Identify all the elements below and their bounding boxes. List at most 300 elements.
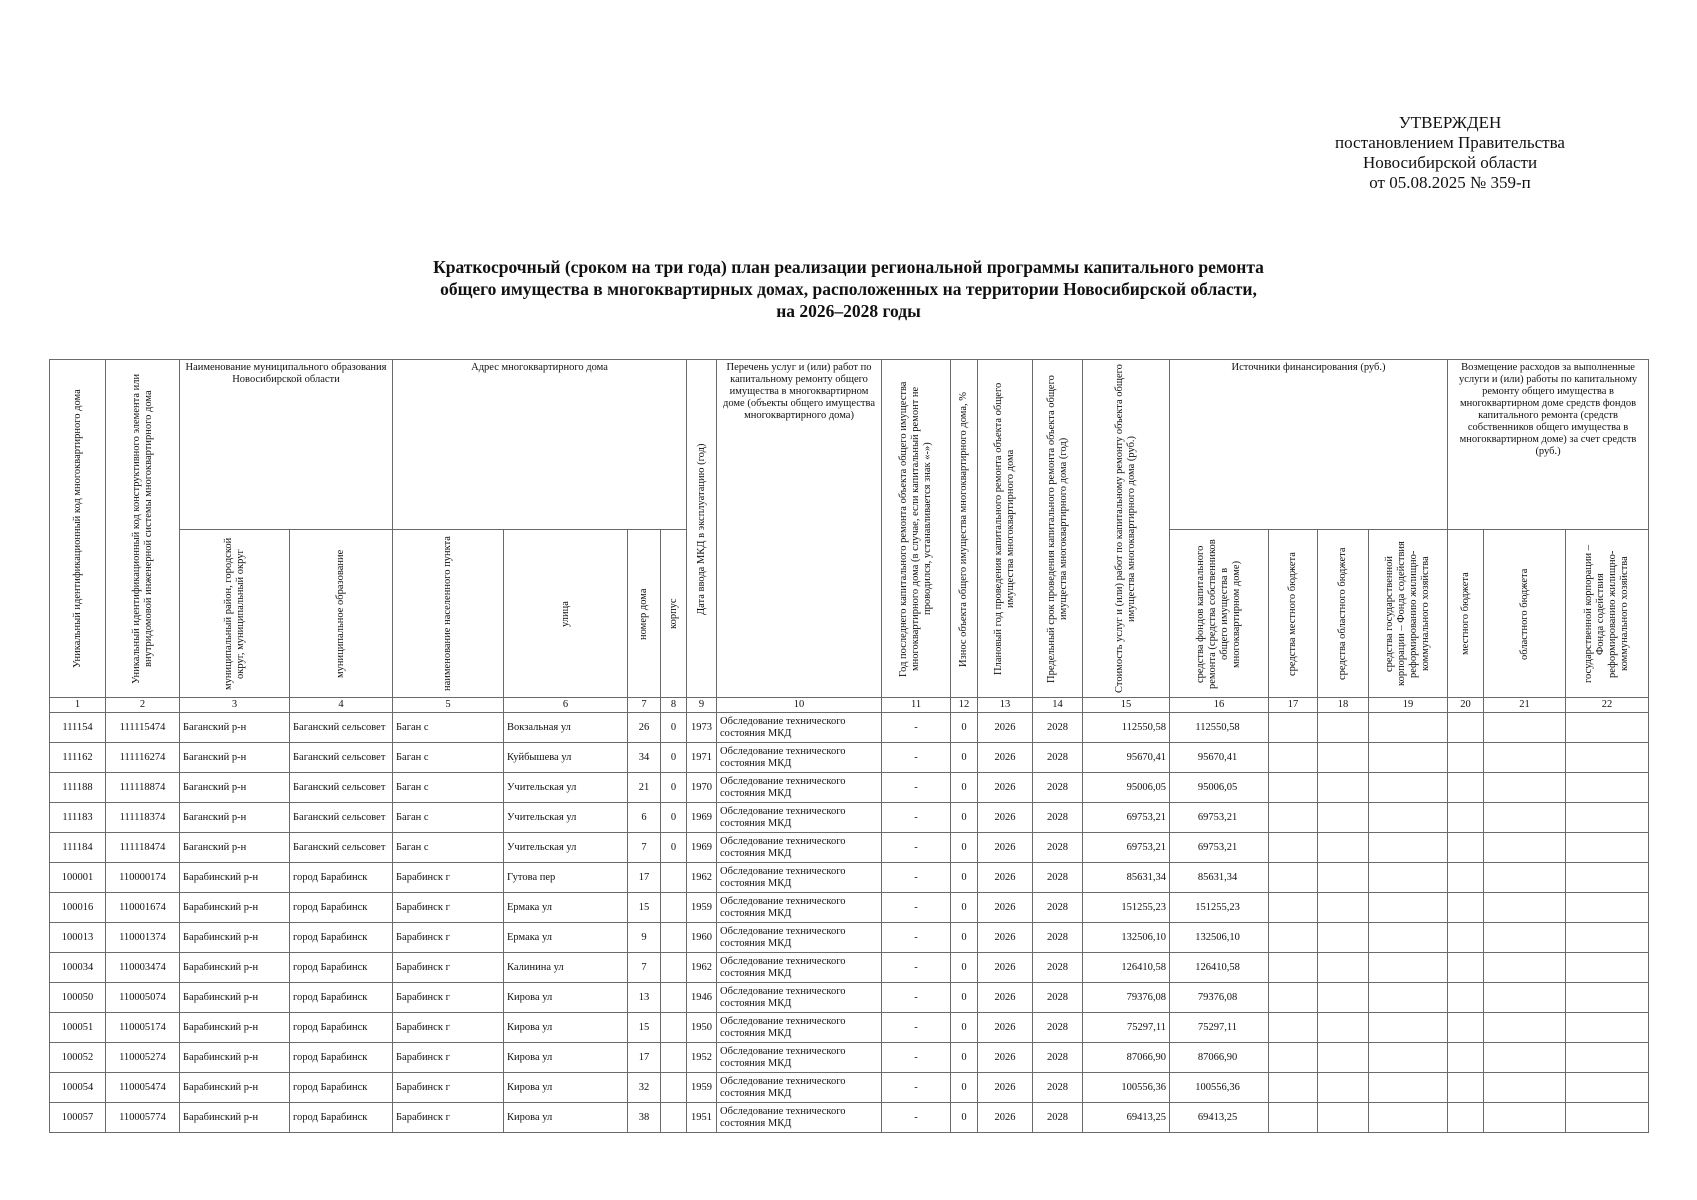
cell-last-repair: - — [882, 1073, 951, 1103]
cell-commission-year: 1969 — [687, 803, 717, 833]
cell-commission-year: 1973 — [687, 713, 717, 743]
cell-house-number: 38 — [628, 1103, 661, 1133]
cell-municipal-entity: город Барабинск — [290, 893, 393, 923]
cell-empty — [1566, 1043, 1649, 1073]
cell-deadline-year: 2028 — [1033, 743, 1083, 773]
cell-building — [661, 923, 687, 953]
cell-municipal-entity: Баганский сельсовет — [290, 743, 393, 773]
cell-municipal-entity: город Барабинск — [290, 1013, 393, 1043]
cell-empty — [1484, 743, 1566, 773]
cell-municipal-entity: город Барабинск — [290, 923, 393, 953]
cell-locality: Баган с — [393, 713, 504, 743]
cell-house-number: 7 — [628, 953, 661, 983]
cell-wear: 0 — [951, 803, 978, 833]
cell-last-repair: - — [882, 1103, 951, 1133]
cell-empty — [1318, 743, 1369, 773]
cell-empty — [1269, 863, 1318, 893]
plan-table — [49, 359, 1649, 1133]
cell-empty — [1318, 983, 1369, 1013]
approval-stamp — [1300, 113, 1600, 193]
cell-fund-owners: 87066,90 — [1170, 1043, 1269, 1073]
cell-empty — [1448, 833, 1484, 863]
cell-empty — [1369, 1013, 1448, 1043]
cell-deadline-year: 2028 — [1033, 803, 1083, 833]
cell-empty — [1448, 1103, 1484, 1133]
cell-planned-year: 2026 — [978, 773, 1033, 803]
cell-commission-year: 1946 — [687, 983, 717, 1013]
cell-locality: Барабинск г — [393, 983, 504, 1013]
cell-service: Обследование технического состояния МКД — [717, 833, 882, 863]
cell-empty — [1566, 773, 1649, 803]
header-last-repair-year: Год последнего капитального ремонта объекта общего имущества многоквартирного дома (в случае, если капитальный ремонт не проводился, устанавливается знак «-») — [882, 360, 951, 698]
cell-commission-year: 1971 — [687, 743, 717, 773]
header-regional-budget: средства областного бюджета — [1318, 530, 1369, 698]
cell-house-code: 111162 — [50, 743, 106, 773]
table-row — [50, 893, 1649, 923]
cell-district: Барабинский р-н — [180, 1043, 290, 1073]
cell-wear: 0 — [951, 923, 978, 953]
table-row — [50, 923, 1649, 953]
cell-fund-owners: 85631,34 — [1170, 863, 1269, 893]
cell-house-code: 100051 — [50, 1013, 106, 1043]
col-number: 3 — [180, 698, 290, 713]
cell-commission-year: 1952 — [687, 1043, 717, 1073]
cell-fund-owners: 69753,21 — [1170, 803, 1269, 833]
cell-wear: 0 — [951, 893, 978, 923]
cell-empty — [1448, 773, 1484, 803]
cell-cost: 95006,05 — [1083, 773, 1170, 803]
cell-wear: 0 — [951, 983, 978, 1013]
header-deadline-year: Предельный срок проведения капитального ремонта объекта общего имущества многоквартирного дома (год) — [1033, 360, 1083, 698]
cell-house-number: 17 — [628, 863, 661, 893]
table-row — [50, 863, 1649, 893]
cell-municipal-entity: Баганский сельсовет — [290, 713, 393, 743]
cell-deadline-year: 2028 — [1033, 773, 1083, 803]
cell-district: Баганский р-н — [180, 743, 290, 773]
cell-planned-year: 2026 — [978, 803, 1033, 833]
cell-planned-year: 2026 — [978, 893, 1033, 923]
cell-empty — [1448, 713, 1484, 743]
cell-empty — [1484, 1103, 1566, 1133]
approval-line-2: постановлением Правительства — [1335, 133, 1565, 152]
cell-last-repair: - — [882, 833, 951, 863]
cell-district: Барабинский р-н — [180, 923, 290, 953]
cell-cost: 112550,58 — [1083, 713, 1170, 743]
cell-district: Барабинский р-н — [180, 1103, 290, 1133]
cell-last-repair: - — [882, 773, 951, 803]
column-numbers-row — [50, 698, 1649, 713]
col-number: 17 — [1269, 698, 1318, 713]
cell-deadline-year: 2028 — [1033, 1043, 1083, 1073]
cell-planned-year: 2026 — [978, 923, 1033, 953]
cell-empty — [1269, 1013, 1318, 1043]
cell-empty — [1566, 1013, 1649, 1043]
cell-cost: 151255,23 — [1083, 893, 1170, 923]
cell-building: 0 — [661, 833, 687, 863]
col-number: 5 — [393, 698, 504, 713]
header-compensation-group: Возмещение расходов за выполненные услуги и (или) работы по капитальному ремонту общего имущества в многоквартирном доме средств фондов капитального ремонта (средств собственников общего имущества в многоквартирном доме) за счет средств (руб.) — [1448, 360, 1649, 530]
cell-deadline-year: 2028 — [1033, 923, 1083, 953]
cell-empty — [1269, 773, 1318, 803]
cell-empty — [1448, 1013, 1484, 1043]
header-municipal-entity: муниципальное образование — [290, 530, 393, 698]
col-number: 6 — [504, 698, 628, 713]
cell-district: Барабинский р-н — [180, 983, 290, 1013]
cell-district: Барабинский р-н — [180, 863, 290, 893]
cell-cost: 69413,25 — [1083, 1103, 1170, 1133]
cell-planned-year: 2026 — [978, 1073, 1033, 1103]
cell-house-number: 34 — [628, 743, 661, 773]
cell-planned-year: 2026 — [978, 1103, 1033, 1133]
table-row — [50, 803, 1649, 833]
cell-empty — [1369, 713, 1448, 743]
cell-commission-year: 1951 — [687, 1103, 717, 1133]
cell-house-code: 111184 — [50, 833, 106, 863]
cell-empty — [1484, 953, 1566, 983]
cell-element-code: 111118874 — [106, 773, 180, 803]
cell-element-code: 110005074 — [106, 983, 180, 1013]
cell-locality: Барабинск г — [393, 1073, 504, 1103]
table-row — [50, 743, 1649, 773]
cell-house-number: 32 — [628, 1073, 661, 1103]
col-number: 21 — [1484, 698, 1566, 713]
cell-empty — [1269, 803, 1318, 833]
title-line-3: на 2026–2028 годы — [776, 301, 921, 321]
cell-house-number: 6 — [628, 803, 661, 833]
cell-wear: 0 — [951, 1073, 978, 1103]
cell-empty — [1566, 1103, 1649, 1133]
cell-locality: Баган с — [393, 803, 504, 833]
cell-municipal-entity: Баганский сельсовет — [290, 773, 393, 803]
cell-empty — [1369, 1043, 1448, 1073]
cell-building — [661, 983, 687, 1013]
cell-empty — [1369, 953, 1448, 983]
cell-empty — [1484, 863, 1566, 893]
cell-empty — [1369, 1073, 1448, 1103]
header-district: муниципальный район, городской округ, муниципальный округ — [180, 530, 290, 698]
cell-empty — [1318, 1103, 1369, 1133]
cell-empty — [1484, 1043, 1566, 1073]
cell-cost: 87066,90 — [1083, 1043, 1170, 1073]
cell-cost: 126410,58 — [1083, 953, 1170, 983]
cell-street: Учительская ул — [504, 773, 628, 803]
cell-empty — [1484, 833, 1566, 863]
cell-street: Кирова ул — [504, 1073, 628, 1103]
cell-municipal-entity: Баганский сельсовет — [290, 803, 393, 833]
cell-building — [661, 893, 687, 923]
cell-building: 0 — [661, 743, 687, 773]
cell-district: Баганский р-н — [180, 713, 290, 743]
cell-district: Баганский р-н — [180, 803, 290, 833]
cell-district: Баганский р-н — [180, 773, 290, 803]
cell-service: Обследование технического состояния МКД — [717, 803, 882, 833]
cell-empty — [1484, 713, 1566, 743]
cell-last-repair: - — [882, 1043, 951, 1073]
cell-municipal-entity: город Барабинск — [290, 953, 393, 983]
cell-service: Обследование технического состояния МКД — [717, 773, 882, 803]
cell-service: Обследование технического состояния МКД — [717, 1073, 882, 1103]
cell-deadline-year: 2028 — [1033, 1073, 1083, 1103]
col-number: 4 — [290, 698, 393, 713]
cell-service: Обследование технического состояния МКД — [717, 983, 882, 1013]
cell-wear: 0 — [951, 1013, 978, 1043]
cell-cost: 69753,21 — [1083, 833, 1170, 863]
cell-last-repair: - — [882, 953, 951, 983]
cell-deadline-year: 2028 — [1033, 953, 1083, 983]
cell-locality: Барабинск г — [393, 1103, 504, 1133]
cell-empty — [1484, 773, 1566, 803]
cell-house-number: 9 — [628, 923, 661, 953]
cell-wear: 0 — [951, 713, 978, 743]
cell-empty — [1369, 863, 1448, 893]
cell-service: Обследование технического состояния МКД — [717, 953, 882, 983]
cell-locality: Баган с — [393, 833, 504, 863]
cell-element-code: 111118374 — [106, 803, 180, 833]
cell-empty — [1369, 803, 1448, 833]
cell-fund-owners: 95006,05 — [1170, 773, 1269, 803]
cell-empty — [1269, 713, 1318, 743]
header-services-list: Перечень услуг и (или) работ по капитальному ремонту общего имущества в многоквартирном доме (объекты общего имущества многоквартирного дома) — [717, 360, 882, 698]
col-number: 12 — [951, 698, 978, 713]
cell-building — [661, 1073, 687, 1103]
header-local-budget: средства местного бюджета — [1269, 530, 1318, 698]
header-unique-house-code: Уникальный идентификационный код многоквартирного дома — [50, 360, 106, 698]
table-row — [50, 953, 1649, 983]
cell-last-repair: - — [882, 923, 951, 953]
header-street: улица — [504, 530, 628, 698]
cell-locality: Баган с — [393, 773, 504, 803]
cell-deadline-year: 2028 — [1033, 983, 1083, 1013]
approval-line-1: УТВЕРЖДЕН — [1398, 113, 1502, 132]
cell-fund-owners: 69753,21 — [1170, 833, 1269, 863]
cell-wear: 0 — [951, 743, 978, 773]
cell-deadline-year: 2028 — [1033, 893, 1083, 923]
cell-municipal-entity: город Барабинск — [290, 863, 393, 893]
cell-fund-owners: 132506,10 — [1170, 923, 1269, 953]
cell-building: 0 — [661, 803, 687, 833]
approval-line-3: Новосибирской области — [1362, 153, 1538, 172]
col-number: 9 — [687, 698, 717, 713]
cell-house-number: 26 — [628, 713, 661, 743]
cell-wear: 0 — [951, 833, 978, 863]
cell-municipal-entity: город Барабинск — [290, 1073, 393, 1103]
col-number: 11 — [882, 698, 951, 713]
cell-locality: Барабинск г — [393, 863, 504, 893]
cell-empty — [1318, 713, 1369, 743]
cell-empty — [1566, 1073, 1649, 1103]
header-commission-year: Дата ввода МКД в эксплуатацию (год) — [687, 360, 717, 698]
cell-cost: 85631,34 — [1083, 863, 1170, 893]
cell-planned-year: 2026 — [978, 743, 1033, 773]
cell-planned-year: 2026 — [978, 953, 1033, 983]
cell-empty — [1369, 983, 1448, 1013]
cell-empty — [1318, 1073, 1369, 1103]
cell-empty — [1484, 803, 1566, 833]
cell-house-code: 100001 — [50, 863, 106, 893]
cell-street: Кирова ул — [504, 1103, 628, 1133]
cell-empty — [1566, 863, 1649, 893]
cell-wear: 0 — [951, 863, 978, 893]
cell-empty — [1318, 1043, 1369, 1073]
cell-empty — [1566, 893, 1649, 923]
cell-last-repair: - — [882, 713, 951, 743]
cell-element-code: 111116274 — [106, 743, 180, 773]
cell-house-code: 100057 — [50, 1103, 106, 1133]
cell-commission-year: 1959 — [687, 1073, 717, 1103]
cell-street: Ермака ул — [504, 893, 628, 923]
cell-building — [661, 863, 687, 893]
cell-element-code: 111118474 — [106, 833, 180, 863]
col-number: 14 — [1033, 698, 1083, 713]
header-address-group: Адрес многоквартирного дома — [393, 360, 687, 530]
cell-commission-year: 1960 — [687, 923, 717, 953]
cell-empty — [1269, 953, 1318, 983]
cell-commission-year: 1950 — [687, 1013, 717, 1043]
header-cost: Стоимость услуг и (или) работ по капитальному ремонту объекта общего имущества многоквартирного дома (руб.) — [1083, 360, 1170, 698]
cell-wear: 0 — [951, 1103, 978, 1133]
cell-empty — [1369, 1103, 1448, 1133]
cell-district: Барабинский р-н — [180, 893, 290, 923]
cell-empty — [1566, 953, 1649, 983]
header-planned-year: Плановый год проведения капитального ремонта объекта общего имущества многоквартирного дома — [978, 360, 1033, 698]
col-number: 16 — [1170, 698, 1269, 713]
cell-commission-year: 1970 — [687, 773, 717, 803]
cell-empty — [1318, 863, 1369, 893]
cell-locality: Баган с — [393, 743, 504, 773]
cell-empty — [1448, 863, 1484, 893]
cell-service: Обследование технического состояния МКД — [717, 923, 882, 953]
table-row — [50, 1043, 1649, 1073]
col-number: 7 — [628, 698, 661, 713]
cell-street: Кирова ул — [504, 1013, 628, 1043]
cell-street: Вокзальная ул — [504, 713, 628, 743]
cell-house-number: 7 — [628, 833, 661, 863]
cell-element-code: 111115474 — [106, 713, 180, 743]
cell-element-code: 110005474 — [106, 1073, 180, 1103]
cell-wear: 0 — [951, 953, 978, 983]
cell-empty — [1566, 713, 1649, 743]
cell-house-code: 100054 — [50, 1073, 106, 1103]
header-municipality-group: Наименование муниципального образования Новосибирской области — [180, 360, 393, 530]
cell-empty — [1318, 953, 1369, 983]
cell-service: Обследование технического состояния МКД — [717, 743, 882, 773]
cell-street: Гутова пер — [504, 863, 628, 893]
cell-fund-owners: 79376,08 — [1170, 983, 1269, 1013]
cell-locality: Барабинск г — [393, 923, 504, 953]
cell-empty — [1566, 923, 1649, 953]
col-number: 20 — [1448, 698, 1484, 713]
cell-street: Учительская ул — [504, 803, 628, 833]
cell-commission-year: 1969 — [687, 833, 717, 863]
cell-service: Обследование технического состояния МКД — [717, 713, 882, 743]
cell-last-repair: - — [882, 983, 951, 1013]
cell-commission-year: 1962 — [687, 863, 717, 893]
cell-cost: 95670,41 — [1083, 743, 1170, 773]
cell-empty — [1269, 983, 1318, 1013]
cell-deadline-year: 2028 — [1033, 1103, 1083, 1133]
cell-cost: 79376,08 — [1083, 983, 1170, 1013]
table-row — [50, 833, 1649, 863]
cell-empty — [1448, 983, 1484, 1013]
cell-locality: Барабинск г — [393, 893, 504, 923]
cell-house-number: 17 — [628, 1043, 661, 1073]
col-number: 8 — [661, 698, 687, 713]
cell-district: Барабинский р-н — [180, 1073, 290, 1103]
cell-house-code: 100052 — [50, 1043, 106, 1073]
cell-fund-owners: 95670,41 — [1170, 743, 1269, 773]
col-number: 1 — [50, 698, 106, 713]
cell-building: 0 — [661, 773, 687, 803]
cell-service: Обследование технического состояния МКД — [717, 1013, 882, 1043]
cell-empty — [1484, 1073, 1566, 1103]
cell-element-code: 110005774 — [106, 1103, 180, 1133]
cell-empty — [1369, 833, 1448, 863]
cell-house-code: 111154 — [50, 713, 106, 743]
cell-empty — [1318, 773, 1369, 803]
cell-locality: Барабинск г — [393, 953, 504, 983]
cell-fund-owners: 75297,11 — [1170, 1013, 1269, 1043]
header-wear: Износ объекта общего имущества многоквартирного дома, % — [951, 360, 978, 698]
cell-deadline-year: 2028 — [1033, 863, 1083, 893]
cell-element-code: 110001374 — [106, 923, 180, 953]
cell-planned-year: 2026 — [978, 833, 1033, 863]
cell-street: Кирова ул — [504, 1043, 628, 1073]
col-number: 13 — [978, 698, 1033, 713]
cell-cost: 132506,10 — [1083, 923, 1170, 953]
cell-fund-owners: 112550,58 — [1170, 713, 1269, 743]
cell-building — [661, 1013, 687, 1043]
cell-empty — [1484, 923, 1566, 953]
cell-empty — [1369, 773, 1448, 803]
cell-street: Ермака ул — [504, 923, 628, 953]
cell-service: Обследование технического состояния МКД — [717, 1043, 882, 1073]
cell-element-code: 110003474 — [106, 953, 180, 983]
cell-district: Барабинский р-н — [180, 953, 290, 983]
document-title — [180, 256, 1517, 322]
cell-empty — [1448, 743, 1484, 773]
table-row — [50, 1013, 1649, 1043]
cell-fund-owners: 69413,25 — [1170, 1103, 1269, 1133]
header-state-corp: средства государственной корпорации – Фонда содействия реформированию жилищно-коммунального хозяйства — [1369, 530, 1448, 698]
cell-empty — [1269, 1103, 1318, 1133]
cell-house-code: 111183 — [50, 803, 106, 833]
cell-empty — [1448, 803, 1484, 833]
cell-deadline-year: 2028 — [1033, 833, 1083, 863]
cell-house-number: 13 — [628, 983, 661, 1013]
table-row — [50, 1103, 1649, 1133]
cell-empty — [1269, 1073, 1318, 1103]
cell-house-code: 100016 — [50, 893, 106, 923]
table-row — [50, 1073, 1649, 1103]
cell-empty — [1448, 923, 1484, 953]
title-line-2: общего имущества в многоквартирных домах, расположенных на территории Новосибирской области, — [440, 279, 1257, 299]
cell-building: 0 — [661, 713, 687, 743]
header-comp-regional: областного бюджета — [1484, 530, 1566, 698]
cell-planned-year: 2026 — [978, 1043, 1033, 1073]
cell-last-repair: - — [882, 1013, 951, 1043]
cell-empty — [1566, 833, 1649, 863]
header-element-code: Уникальный идентификационный код конструктивного элемента или внутридомовой инженерной системы многоквартирного дома — [106, 360, 180, 698]
cell-fund-owners: 126410,58 — [1170, 953, 1269, 983]
approval-line-4: от 05.08.2025 № 359-п — [1369, 173, 1531, 192]
cell-service: Обследование технического состояния МКД — [717, 863, 882, 893]
cell-empty — [1318, 833, 1369, 863]
cell-empty — [1269, 833, 1318, 863]
cell-empty — [1566, 743, 1649, 773]
header-building: корпус — [661, 530, 687, 698]
cell-last-repair: - — [882, 743, 951, 773]
cell-street: Куйбышева ул — [504, 743, 628, 773]
